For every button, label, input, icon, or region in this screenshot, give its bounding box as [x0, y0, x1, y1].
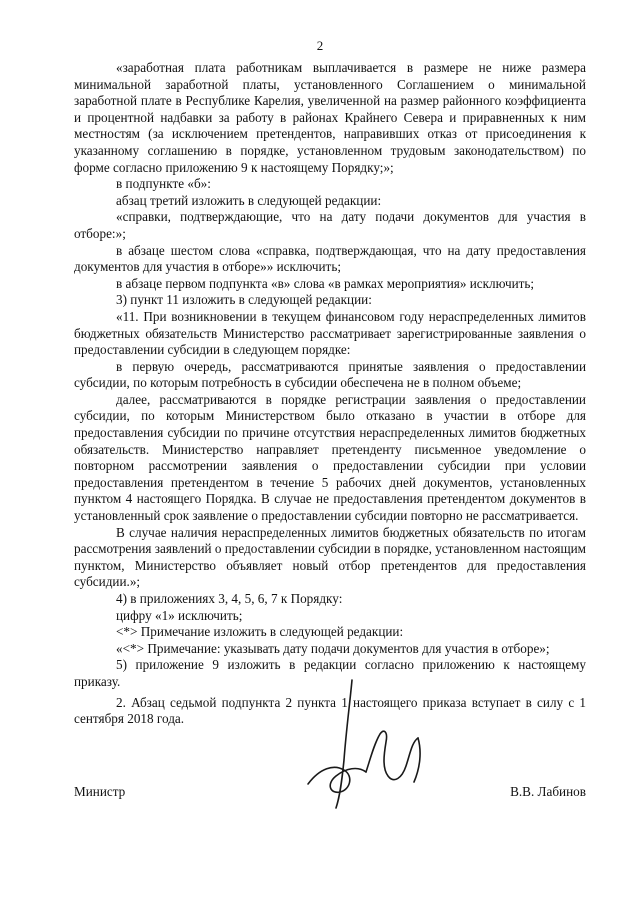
paragraph-item-11: «11. При возникновении в текущем финансовом году нераспределенных лимитов бюджетных обязательств Министерство рассматривает зарегистрированные заявления о предоставлении субсидии в следующем порядке:: [74, 308, 586, 358]
paragraph-remove-digit: цифру «1» исключить;: [116, 607, 243, 623]
page-number: 2: [316, 38, 324, 53]
paragraph-note-heading: <*> Примечание изложить в следующей редакции:: [116, 624, 404, 640]
paragraph-third-abzac: абзац третий изложить в следующей редакции:: [116, 192, 382, 208]
signature-block: [74, 784, 586, 804]
signatory-title: Министр: [74, 784, 126, 799]
paragraph-new-selection: В случае наличия нераспределенных лимитов бюджетных обязательств по итогам рассмотрения заявлений о предоставлении субсидии в порядке, установленном настоящим пунктом, Министерство объявляет новый отбор претендентов для предоставления субсидии.»;: [74, 524, 586, 590]
paragraph-certificates: «справки, подтверждающие, что на дату подачи документов для участия в отборе:»;: [74, 209, 586, 241]
paragraph-first-priority: в первую очередь, рассматриваются принятые заявления о предоставлении субсидии, по которым потребность в субсидии обеспечена не в полном объеме;: [74, 358, 586, 391]
paragraph-next-priority: далее, рассматриваются в порядке регистрации заявления о предоставлении субсидии, по которым Министерством было отказано в участии в отборе для предоставления субсидии по причине отсутствия нераспределенных лимитов бюджетных обязательств. Министерство направляет претенденту письменное уведомление о повторном рассмотрении заявления о предоставлении субсидии при условии предоставления претендентом в течение 5 рабочих дней документов, установленных пунктом 4 настоящего Порядка. В случае не предоставления претендентом документов в установленный срок заявление о предоставлении субсидии повторно не рассматривается.: [74, 391, 586, 524]
paragraph-wage-clause: «заработная плата работникам выплачивается в размере не ниже размера минимальной заработной платы, установленного Соглашением о минимальной заработной плате в Республике Карелия, увеличенной на размер районного коэффициента и процентной надбавки за работу в районах Крайнего Севера и приравненных к ним местностям (за исключением претендентов, направивших отказ от присоединения к указанному соглашению в порядке, установленном трудовым законодательством) по форме согласно приложению 9 к настоящему Порядку;»;: [74, 60, 586, 175]
signatory-name: В.В. Лабинов: [510, 784, 586, 799]
document-body: [74, 60, 586, 728]
paragraph-item-4: 4) в приложениях 3, 4, 5, 6, 7 к Порядку:: [116, 591, 343, 606]
paragraph-subitem-v: в абзаце первом подпункта «в» слова «в рамках мероприятия» исключить;: [116, 275, 535, 291]
paragraph-note-text: «<*> Примечание: указывать дату подачи документов для участия в отборе»;: [116, 640, 550, 656]
paragraph-item-5: 5) приложение 9 изложить в редакции согласно приложению к настоящему приказу.: [74, 657, 586, 689]
paragraph-item-3: 3) пункт 11 изложить в следующей редакции:: [116, 292, 372, 308]
paragraph-sixth-abzac: в абзаце шестом слова «справка, подтверждающая, что на дату предоставления документов для участия в отборе»» исключить;: [74, 242, 586, 275]
paragraph-subitem-b: в подпункте «б»:: [116, 176, 211, 192]
paragraph-effective-date: 2. Абзац седьмой подпункта 2 пункта 1 настоящего приказа вступает в силу с 1 сентября 2018 года.: [74, 694, 586, 727]
